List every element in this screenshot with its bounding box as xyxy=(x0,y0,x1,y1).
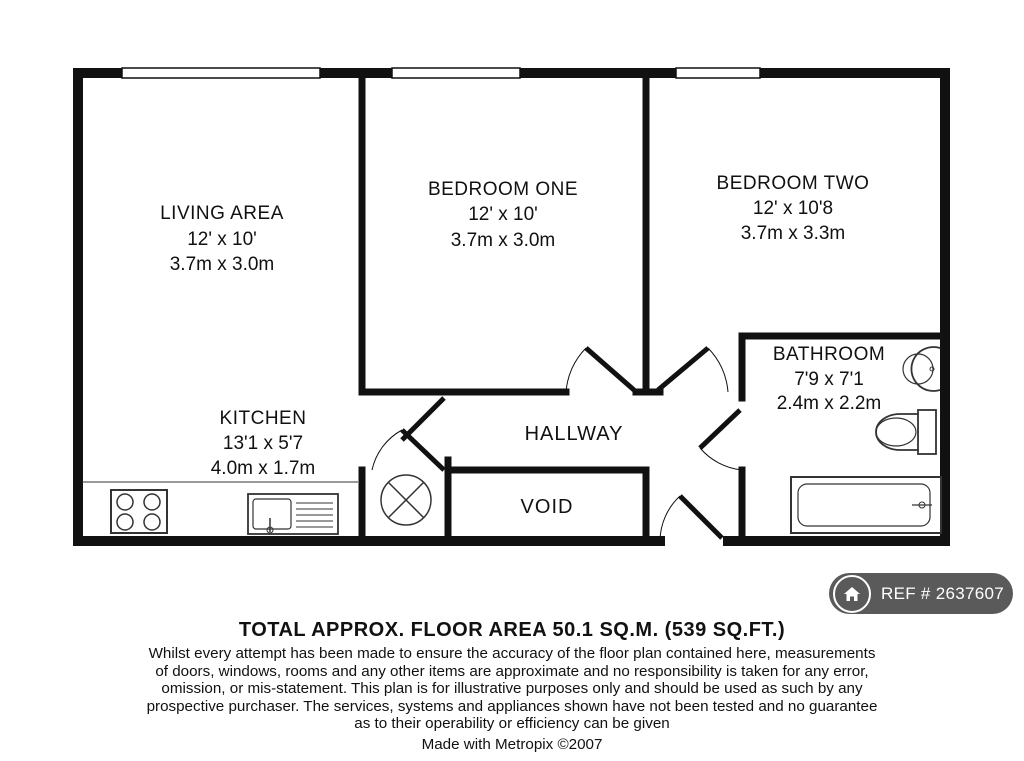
room-bathroom xyxy=(773,344,885,414)
disclaimer-line: omission, or mis-statement. This plan is for illustrative purposes only and should be used as such by any xyxy=(161,680,863,698)
room-name: BEDROOM ONE xyxy=(427,179,579,200)
room-size-metric: 3.7m x 3.0m xyxy=(169,254,275,275)
sink-icon xyxy=(248,494,338,534)
window-bedroom-one xyxy=(392,68,520,78)
boiler-icon xyxy=(381,475,431,525)
home-icon xyxy=(833,575,871,613)
room-void: VOID xyxy=(520,496,574,518)
kitchen-fixtures xyxy=(82,482,358,534)
basin-icon xyxy=(903,347,940,391)
disclaimer xyxy=(60,645,964,733)
toilet-icon xyxy=(876,410,936,454)
room-name: BEDROOM TWO xyxy=(716,173,870,194)
room-name: LIVING AREA xyxy=(160,203,284,224)
room-size-imperial: 12' x 10' xyxy=(187,229,257,250)
window-bedroom-two xyxy=(676,68,760,78)
disclaimer-line: as to their operability or efficiency can be given xyxy=(354,715,670,733)
room-name: BATHROOM xyxy=(772,344,886,365)
room-living xyxy=(160,203,284,275)
room-bedroom-two xyxy=(717,173,870,244)
disclaimer-line: Whilst every attempt has been made to ensure the accuracy of the floor plan contained here, measurements xyxy=(148,645,876,662)
room-size-imperial: 7'9 x 7'1 xyxy=(794,369,864,390)
room-size-metric: 2.4m x 2.2m xyxy=(776,393,882,414)
room-size-metric: 3.7m x 3.0m xyxy=(450,230,556,251)
window-living xyxy=(122,68,320,78)
room-size-imperial: 12' x 10' xyxy=(468,204,538,225)
disclaimer-line: prospective purchaser. The services, systems and appliances shown have not been tested and no guarantee xyxy=(146,697,878,715)
disclaimer-line: of doors, windows, rooms and any other items are approximate and no responsibility is taken for any error, xyxy=(155,662,869,680)
room-bedroom-one xyxy=(428,179,578,251)
room-size-imperial: 12' x 10'8 xyxy=(752,198,834,219)
reference-badge xyxy=(829,573,1013,614)
total-floor-area: TOTAL APPROX. FLOOR AREA 50.1 SQ.M. (539 SQ.FT.) xyxy=(238,619,786,641)
hob-icon xyxy=(111,490,167,533)
bath-icon xyxy=(791,477,941,533)
reference-number: REF # 2637607 xyxy=(881,583,1004,603)
made-with-credit: Made with Metropix ©2007 xyxy=(421,736,603,753)
room-size-metric: 3.7m x 3.3m xyxy=(740,223,846,244)
room-size-imperial: 13'1 x 5'7 xyxy=(222,433,304,454)
room-hallway: HALLWAY xyxy=(524,423,624,445)
room-kitchen xyxy=(211,408,316,479)
room-size-metric: 4.0m x 1.7m xyxy=(210,458,316,479)
room-name: KITCHEN xyxy=(219,408,307,429)
interior-walls xyxy=(362,76,941,535)
